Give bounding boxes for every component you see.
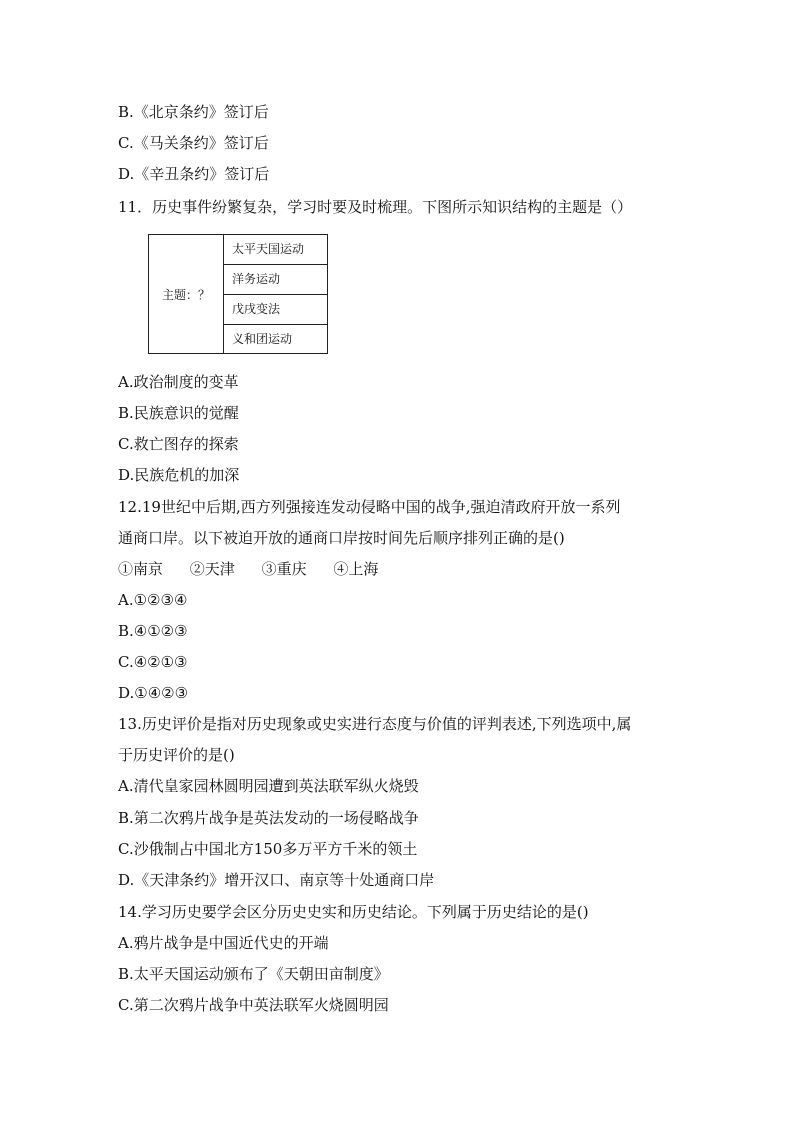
q10-option-d: D.《辛丑条约》签订后 (118, 165, 270, 183)
q13-option-d: D.《天津条约》增开汉口、南京等十处通商口岸 (118, 871, 435, 889)
q13-option-b: B.第二次鸦片战争是英法发动的一场侵略战争 (118, 809, 419, 827)
q14-option-a: A.鸦片战争是中国近代史的开端 (118, 934, 329, 952)
diagram-item: 戊戌变法 (224, 295, 328, 325)
q10-option-c: C.《马关条约》签订后 (118, 134, 269, 152)
q13-stem-line-2: 于历史评价的是() (118, 746, 235, 764)
q10-option-b: B.《北京条约》签订后 (118, 103, 269, 121)
q13-option-a: A.清代皇家园林圆明园遭到英法联军纵火烧毁 (118, 777, 419, 795)
q11-option-d: D.民族危机的加深 (118, 466, 240, 484)
q13-stem-line-1: 13.历史评价是指对历史现象或史实进行态度与价值的评判表述,下列选项中,属 (118, 715, 632, 733)
q11-option-c: C.救亡图存的探索 (118, 435, 239, 453)
q14-stem: 14.学习历史要学会区分历史史实和历史结论。下列属于历史结论的是() (118, 903, 589, 921)
q12-stem-line-2: 通商口岸。以下被迫开放的通商口岸按时间先后顺序排列正确的是() (118, 529, 565, 547)
q11-stem: 11．历史事件纷繁复杂，学习时要及时梳理。下图所示知识结构的主题是（） (118, 198, 633, 216)
q12-option-d: D.①④②③ (118, 684, 189, 702)
diagram-item: 洋务运动 (224, 265, 328, 295)
q11-option-b: B.民族意识的觉醒 (118, 404, 239, 422)
diagram-theme: 主题：？ (161, 287, 210, 302)
q12-item: ①南京 (118, 560, 164, 578)
diagram-item: 义和团运动 (232, 332, 293, 346)
q12-items (118, 559, 378, 579)
q14-option-b: B.太平天国运动颁布了《天朝田亩制度》 (118, 965, 389, 983)
knowledge-structure-diagram (148, 234, 328, 354)
q12-option-b: B.④①②③ (118, 622, 188, 640)
q12-item: ③重庆 (261, 560, 307, 578)
q11-option-a: A.政治制度的变革 (118, 373, 239, 391)
diagram-items (223, 235, 328, 353)
q14-option-c: C.第二次鸦片战争中英法联军火烧圆明园 (118, 996, 389, 1014)
q12-item: ④上海 (333, 560, 379, 578)
q12-option-a: A.①②③④ (118, 591, 188, 609)
q12-stem-line-1: 12.19世纪中后期,西方列强接连发动侵略中国的战争,强迫清政府开放一系列 (118, 498, 621, 516)
q13-option-c: C.沙俄制占中国北方150多万平方千米的领土 (118, 840, 418, 858)
q12-option-c: C.④②①③ (118, 653, 188, 671)
q12-item: ②天津 (189, 560, 235, 578)
diagram-item: 太平天国运动 (224, 235, 328, 265)
